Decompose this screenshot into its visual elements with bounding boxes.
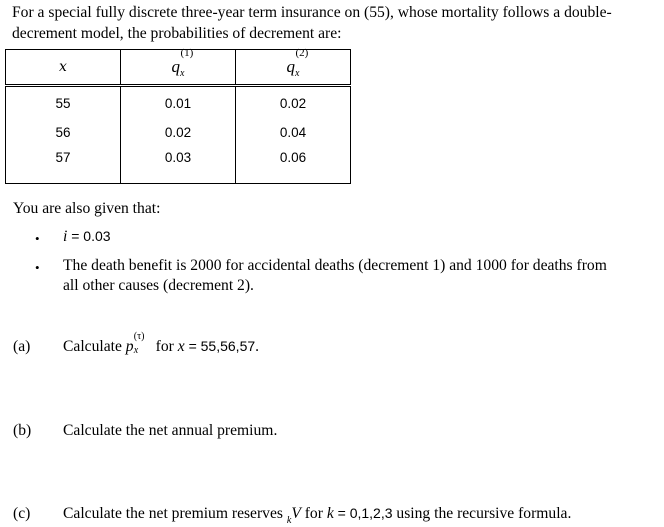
cell-x: 57 — [6, 147, 121, 184]
bullet-interest: i = 0.03 — [63, 228, 111, 245]
part-c-label: (c) — [13, 505, 31, 522]
cell-x: 55 — [6, 86, 121, 119]
part-b-label: (b) — [13, 422, 32, 439]
cell-q2: 0.06 — [236, 147, 351, 184]
table-row — [6, 147, 351, 184]
table-row — [6, 86, 351, 119]
header-x: x — [6, 50, 121, 86]
cell-x: 56 — [6, 118, 121, 147]
bullet-marker-1: • — [35, 231, 40, 246]
intro-line-2: decrement model, the probabilities of decrement are: — [12, 25, 342, 42]
part-c-text: Calculate the net premium reserves $_k$V for k = 0,1,2,3 using the recursive formula. — [63, 505, 572, 526]
given-heading: You are also given that: — [13, 200, 161, 217]
table-header-row — [6, 50, 351, 86]
cell-q2: 0.02 — [236, 86, 351, 119]
cell-q2: 0.04 — [236, 118, 351, 147]
cell-q1: 0.02 — [121, 118, 236, 147]
decrement-table — [5, 49, 351, 184]
bullet-benefit-line-1: The death benefit is 2000 for accidental deaths (decrement 1) and 1000 for deaths from — [63, 257, 607, 274]
cell-q1: 0.01 — [121, 86, 236, 119]
problem-intro — [12, 2, 662, 44]
header-q1: $q_x$ (1) — [121, 50, 236, 86]
table-row — [6, 118, 351, 147]
header-q2: $q_x$ (2) — [236, 50, 351, 86]
cell-q1: 0.03 — [121, 147, 236, 184]
part-b-text: Calculate the net annual premium. — [63, 422, 278, 439]
bullet-benefit-line-2: all other causes (decrement 2). — [63, 277, 254, 294]
part-a-label: (a) — [13, 338, 31, 355]
part-a-text: Calculate p x (τ) for x = 55,56,57. — [63, 331, 260, 356]
bullet-marker-2: • — [35, 260, 40, 275]
intro-line-1: For a special fully discrete three-year term insurance on (55), whose mortality follows a double- — [12, 4, 612, 21]
